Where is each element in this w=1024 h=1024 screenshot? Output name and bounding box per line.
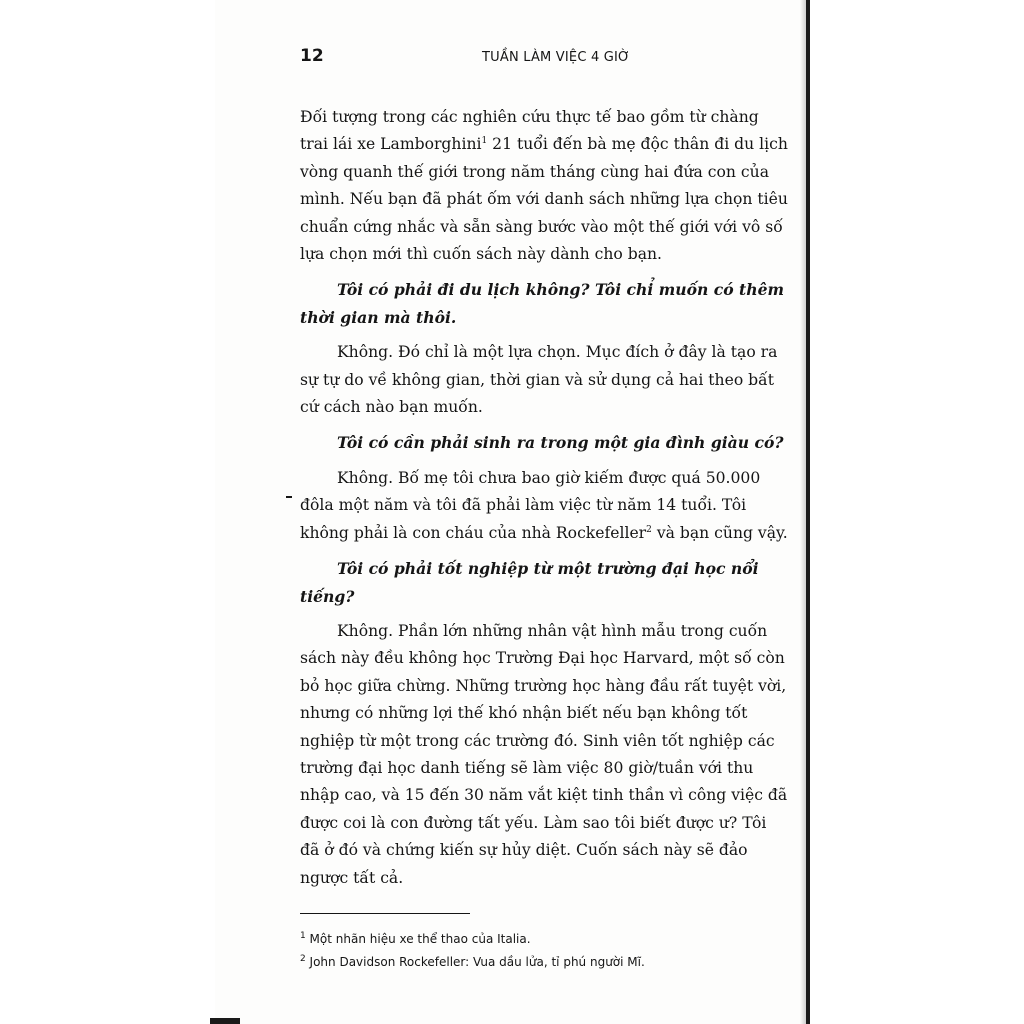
margin-dash	[286, 496, 292, 498]
question-wealthy-family: Tôi có cần phải sinh ra trong một gia đình giàu có?	[337, 433, 784, 453]
intro-text-a: Đối tượng trong các nghiên cứu thực tế bao gồm từ chàng trai lái xe Lamborghini	[300, 108, 759, 154]
footnote-1-mark: 1	[300, 931, 306, 941]
intro-text-b: 21 tuổi đến bà mẹ độc thân đi du lịch vòng quanh thế giới trong năm tháng cùng hai đứa con của mình. Nếu bạn đã phát ốm với danh sách những lựa chọn tiêu chuẩn cứng nhắc và sẵn sàng bước vào một thế giới với vô số lựa chọn mới thì cuốn sách này dành cho bạn.	[300, 135, 788, 264]
footnote-rule	[300, 913, 470, 914]
answer-famous-university: Không. Phần lớn những nhân vật hình mẫu trong cuốn sách này đều không học Trường Đại học Harvard, một số còn bỏ học giữa chừng. Những trường học hàng đầu rất tuyệt vời, nhưng có những lợi thế khó nhận biết nếu bạn không tốt nghiệp từ một trong các trường đó. Sinh viên tốt nghiệp các trường đại học danh tiếng sẽ làm việc 80 giờ/tuần với thu nhập cao, và 15 đến 30 năm vắt kiệt tinh thần vì công việc đã được coi là con đường tất yếu. Làm sao tôi biết được ư? Tôi đã ở đó và chứng kiến sự hủy diệt. Cuốn sách này sẽ đảo ngược tất cả.	[300, 621, 788, 887]
running-head: TUẦN LÀM VIỆC 4 GIỜ	[482, 50, 631, 65]
page-edge	[806, 0, 810, 1024]
answer-wealthy-text-b: và bạn cũng vậy.	[651, 523, 788, 542]
answer-wealthy-family	[300, 465, 790, 547]
footnote-ref-1: 1	[481, 136, 488, 147]
footnotes	[300, 928, 780, 974]
footnote-1-text: Một nhãn hiệu xe thể thao của Italia.	[305, 932, 531, 946]
footnote-2	[300, 951, 780, 974]
body-text	[300, 104, 790, 900]
footnote-2-mark: 2	[300, 954, 306, 964]
binding-mark	[210, 1018, 240, 1024]
page-number: 12	[300, 46, 324, 66]
footnote-2-text: John Davidson Rockefeller: Vua dầu lửa, tỉ phú người Mĩ.	[305, 955, 645, 969]
footnote-1	[300, 928, 780, 951]
answer-travel: Không. Đó chỉ là một lựa chọn. Mục đích ở đây là tạo ra sự tự do về không gian, thời gian và sử dụng cả hai theo bất cứ cách nào bạn muốn.	[300, 343, 778, 417]
question-travel: Tôi có phải đi du lịch không? Tôi chỉ muốn có thêm thời gian mà thôi.	[300, 280, 785, 327]
intro-paragraph	[300, 104, 790, 268]
question-famous-university: Tôi có phải tốt nghiệp từ một trường đại học nổi tiếng?	[300, 559, 759, 606]
footnote-ref-2: 2	[646, 524, 652, 535]
answer-wealthy-text-a: Không. Bố mẹ tôi chưa bao giờ kiếm được quá 50.000 đôla một năm và tôi đã phải làm việc từ năm 14 tuổi. Tôi không phải là con cháu của nhà Rockefeller	[300, 468, 761, 542]
